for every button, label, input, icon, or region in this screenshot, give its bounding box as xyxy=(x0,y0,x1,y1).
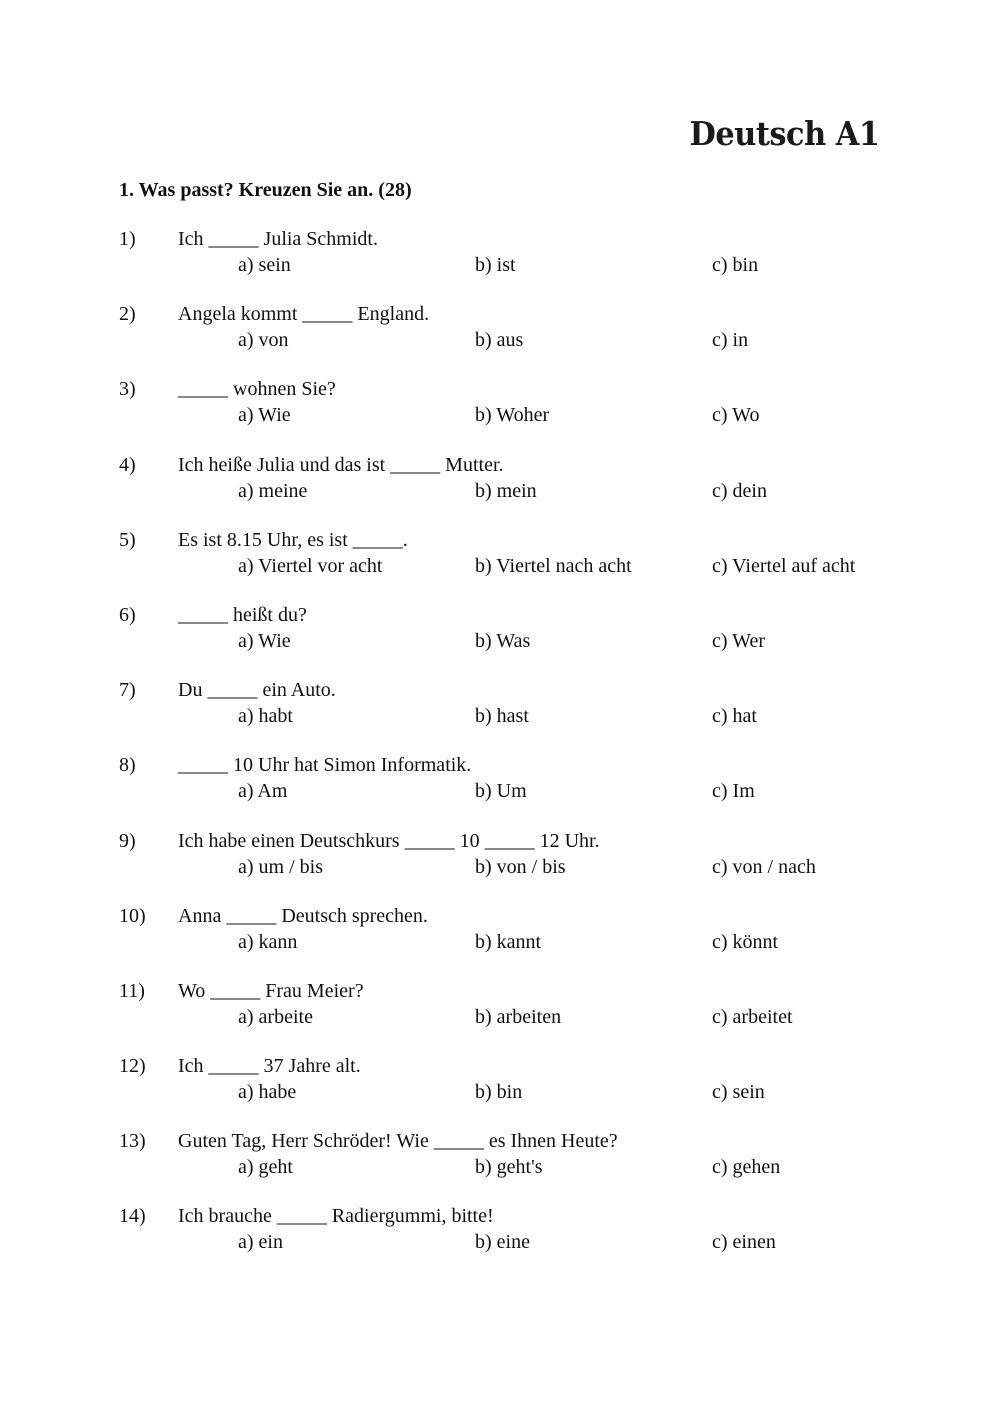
question-item xyxy=(119,377,899,452)
question-number: 4) xyxy=(119,453,136,476)
question-item xyxy=(119,1129,899,1204)
answer-option-b[interactable]: b) eine xyxy=(475,1231,530,1254)
answer-option-b[interactable]: b) kannt xyxy=(475,930,542,953)
answer-option-a[interactable]: a) kann xyxy=(238,930,298,953)
answer-option-c[interactable]: c) in xyxy=(712,329,749,352)
page-title: Deutsch A1 xyxy=(689,114,880,153)
answer-option-b[interactable]: b) aus xyxy=(475,329,524,352)
question-number: 1) xyxy=(119,228,136,250)
question-text: Anna _____ Deutsch sprechen. xyxy=(178,904,428,927)
answer-option-b[interactable]: b) Viertel nach acht xyxy=(475,554,632,577)
question-number: 10) xyxy=(119,904,146,927)
answer-option-a[interactable]: a) meine xyxy=(238,479,308,502)
question-text: Ich brauche _____ Radiergummi, bitte! xyxy=(178,1205,494,1228)
answer-option-b[interactable]: b) hast xyxy=(475,705,529,728)
question-number: 8) xyxy=(119,754,136,777)
question-number: 2) xyxy=(119,303,136,326)
question-item xyxy=(119,453,899,528)
question-number: 5) xyxy=(119,528,136,551)
answer-option-b[interactable]: b) Was xyxy=(475,629,531,652)
answer-option-c[interactable]: c) Wer xyxy=(712,629,765,652)
answer-option-a[interactable]: a) habe xyxy=(238,1081,297,1104)
question-number: 3) xyxy=(119,378,136,401)
answer-option-c[interactable]: c) von / nach xyxy=(712,855,816,878)
answer-option-a[interactable]: a) habt xyxy=(238,705,293,728)
question-text: _____ heißt du? xyxy=(178,603,307,626)
answer-option-a[interactable]: a) ein xyxy=(238,1231,283,1254)
answer-option-b[interactable]: b) arbeiten xyxy=(475,1005,562,1028)
question-item xyxy=(119,528,899,603)
answer-option-b[interactable]: b) Woher xyxy=(475,404,550,427)
question-number: 9) xyxy=(119,829,136,852)
question-number: 7) xyxy=(119,679,136,702)
question-item xyxy=(119,603,899,678)
answer-option-a[interactable]: a) sein xyxy=(238,254,291,276)
answer-option-a[interactable]: a) Am xyxy=(238,780,288,803)
question-item xyxy=(119,678,899,753)
question-text: Ich _____ Julia Schmidt. xyxy=(178,228,378,250)
answer-option-b[interactable]: b) von / bis xyxy=(475,855,566,878)
answer-option-c[interactable]: c) Im xyxy=(712,780,755,803)
answer-option-c[interactable]: c) arbeitet xyxy=(712,1005,793,1028)
section-heading: 1. Was passt? Kreuzen Sie an. (28) xyxy=(119,179,412,201)
question-list xyxy=(119,227,899,1280)
answer-option-c[interactable]: c) bin xyxy=(712,254,759,276)
question-text: Es ist 8.15 Uhr, es ist _____. xyxy=(178,528,408,551)
question-item xyxy=(119,1204,899,1279)
question-text: _____ 10 Uhr hat Simon Informatik. xyxy=(178,754,472,777)
answer-option-b[interactable]: b) geht's xyxy=(475,1156,543,1179)
question-number: 11) xyxy=(119,979,145,1002)
answer-option-a[interactable]: a) geht xyxy=(238,1156,293,1179)
question-text: Wo _____ Frau Meier? xyxy=(178,979,364,1002)
answer-option-c[interactable]: c) könnt xyxy=(712,930,779,953)
question-text: Angela kommt _____ England. xyxy=(178,303,430,326)
answer-option-b[interactable]: b) Um xyxy=(475,780,527,803)
question-number: 14) xyxy=(119,1205,146,1228)
answer-option-a[interactable]: a) arbeite xyxy=(238,1005,313,1028)
answer-option-a[interactable]: a) Wie xyxy=(238,404,291,427)
question-text: Guten Tag, Herr Schröder! Wie _____ es Ihnen Heute? xyxy=(178,1130,618,1153)
question-text: Ich _____ 37 Jahre alt. xyxy=(178,1055,361,1078)
question-text: _____ wohnen Sie? xyxy=(178,378,336,401)
answer-option-a[interactable]: a) um / bis xyxy=(238,855,323,878)
answer-option-c[interactable]: c) einen xyxy=(712,1231,776,1254)
question-item xyxy=(119,829,899,904)
answer-option-c[interactable]: c) Viertel auf acht xyxy=(712,554,856,577)
question-text: Ich heiße Julia und das ist _____ Mutter. xyxy=(178,453,504,476)
answer-option-a[interactable]: a) Viertel vor acht xyxy=(238,554,383,577)
question-number: 12) xyxy=(119,1055,146,1078)
question-item xyxy=(119,302,899,377)
question-item xyxy=(119,1054,899,1129)
answer-option-b[interactable]: b) mein xyxy=(475,479,537,502)
answer-option-c[interactable]: c) dein xyxy=(712,479,767,502)
answer-option-c[interactable]: c) gehen xyxy=(712,1156,781,1179)
answer-option-c[interactable]: c) hat xyxy=(712,705,757,728)
question-number: 6) xyxy=(119,603,136,626)
question-item xyxy=(119,227,899,302)
answer-option-b[interactable]: b) ist xyxy=(475,254,516,276)
question-number: 13) xyxy=(119,1130,146,1153)
answer-option-a[interactable]: a) von xyxy=(238,329,289,352)
answer-option-c[interactable]: c) sein xyxy=(712,1081,765,1104)
question-item xyxy=(119,753,899,828)
answer-option-a[interactable]: a) Wie xyxy=(238,629,291,652)
answer-option-b[interactable]: b) bin xyxy=(475,1081,523,1104)
answer-option-c[interactable]: c) Wo xyxy=(712,404,760,427)
question-text: Ich habe einen Deutschkurs _____ 10 _____ 12 Uhr. xyxy=(178,829,600,852)
question-text: Du _____ ein Auto. xyxy=(178,679,336,702)
question-item xyxy=(119,979,899,1054)
question-item xyxy=(119,904,899,979)
